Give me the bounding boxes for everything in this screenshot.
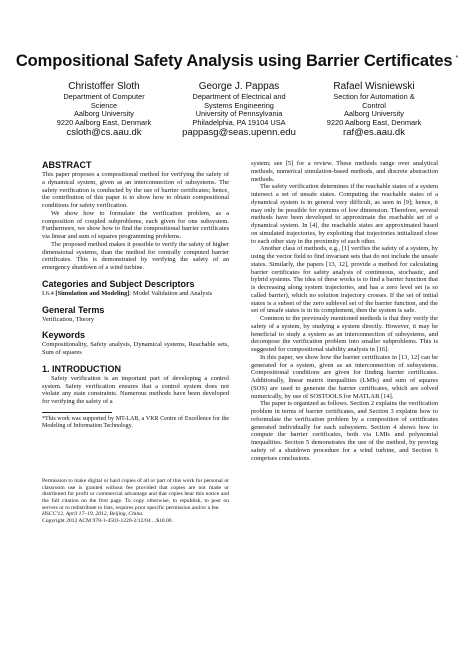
author-affiliation-line: Control [362,100,386,110]
general-terms-heading: General Terms [42,304,105,315]
left-column [42,160,229,524]
author-affiliation-line: Systems Engineering [204,100,274,110]
abstract-heading: ABSTRACT [42,160,92,170]
author-email: pappasg@seas.upenn.edu [182,127,296,138]
funding-footnote: *This work was supported by MT-LAB, a VKR Centre of Excellence for the Modeling of Information Technology. [42,415,229,429]
author-affiliation-line: Aalborg University [344,109,404,118]
keywords-text: Compositionality, Safety analysis, Dynamical systems, Reachable sets, Sum of squares [42,341,229,356]
keywords-heading: Keywords [42,330,86,341]
category-code: I.6.4 [42,289,54,297]
copyright-notice: Copyright 2012 ACM 978-1-4503-1220-2/12/04 ...$10.00. [42,517,173,524]
author-1 [44,81,164,139]
author-affiliation-line: Philadelphia, PA 19104 USA [192,117,286,127]
author-affiliation-line: Department of Electrical and [192,92,286,101]
author-email: raf@es.aau.dk [343,127,405,138]
conference-info: HSCC'12, April 17–19, 2012, Beijing, China. [42,511,144,518]
paper-title-text: Compositional Safety Analysis using Barrier Certificates [15,52,453,70]
abstract-paragraph: We show how to formulate the verification problem, as a composition of coupled subproblems, each given for one subsystem. Furthermore, we show how to find the compositional barrier certificates via linear and sum of squares programming problems. [42,209,229,240]
body-paragraph: In this paper, we show how the barrier certificates in [13, 12] can be generated for a system, given as an interconnection of subsystems. Compositional conditions are given for finding barrier certificates. Additionally, linear matrix inequalities (LMIs) and sum of squares (SOS) are used to generate the barrier certificates, which are solved numerically, by use of SOSTOOLS for MATLAB [14]. [251,353,438,400]
categories-text [42,290,229,298]
body-paragraph: The paper is organized as follows. Section 2 explains the verification problem in terms of barrier certificates, and Section 3 explains how to reformulate the verification problem by a composition of certificates generated individually for each subsystem. Section 4 shows how to compute the barrier certificates, both via LMIs and polynomial inequalities. Section 5 demonstrates the use of the method, by proving safety of a shutdown procedure for a wind turbine, and Section 6 comprises conclusions. [251,400,438,462]
general-terms-text: Verification, Theory [42,315,95,323]
right-column [251,160,438,462]
abstract-paragraph: The proposed method makes it possible to verify the safety of higher dimensional systems, than the method for centrally computed barrier certificates. This is demonstrated by verifying the safety of an emergency shutdown of a wind turbine. [42,240,229,271]
author-affiliation-line: Department of Computer [63,92,145,101]
categories-heading: Categories and Subject Descriptors [42,278,195,289]
introduction-heading: 1. INTRODUCTION [42,363,122,374]
author-affiliation-line: University of Pennsylvania [195,109,283,118]
paper-title [0,52,474,71]
title-footnote-mark: * [455,54,459,62]
abstract-paragraph: This paper proposes a compositional method for verifying the safety of a dynamical system, given as an interconnection of subsystems. The safety verification is conducted by the use of barrier certificates; hence, the contribution of this paper is to show how to obtain compositional conditions for safety verification. [42,171,229,209]
author-block [44,81,434,151]
body-paragraph: Common to the previously mentioned methods is that they verify the safety of a system, by studying a system directly. However, it may be beneficial to study a system as an interconnection of subsystems, and decompose the verification problem into smaller subproblems. This is suggested for compositional stability analysis in [16]. [251,315,438,353]
author-email: csloth@cs.aau.dk [66,127,142,138]
author-name: Rafael Wisniewski [333,81,415,92]
category-name: [Simulation and Modeling] [55,289,130,297]
footnote-rule [42,412,112,413]
body-paragraph: Another class of methods, e.g., [1] verifies the safety of a system, by using the vector field to find invariant sets that do not include the unsafe states. Similarly, the papers [13, 12], provide a method for calculating barrier certificates for safety analysis of continuous, stochastic, and hybrid systems. The idea of these works is to find a barrier function that is decreasing along system trajectories, and has a zero level set (a so called barrier), which no solution trajectory crosses. If the set of initial states is a subset of the zero sublevel set of the barrier function, and the set of unsafe states is in its complement, then the system is safe. [251,245,438,315]
body-paragraph: The safety verification determines if the reachable states of a system intersect a set of unsafe states. Computing the reachable states of a dynamical system is in general very difficult, as seen in [9]; hence, it may only be possible for systems of low dimension. Therefore, several methods have been developed to approximate the reachable set of a dynamical system. In [4], the reachable states are approximated based on simulated trajectories, by exploiting that trajectories initialized close to each other stay in the proximity of each other. [251,183,438,245]
permission-notice: Permission to make digital or hard copies of all or part of this work for personal or classroom use is granted without fee provided that copies are not made or distributed for profit or commercial advantage and that copies bear this notice and the full citation on the first page. To copy otherwise, to republish, to post on servers or to redistribute to lists, requires prior specific permission and/or a fee. [42,478,229,511]
author-name: George J. Pappas [198,81,280,92]
author-affiliation-line: 9220 Aalborg East, Denmark [56,117,152,127]
author-affiliation-line: 9220 Aalborg East, Denmark [326,117,422,127]
author-3 [314,81,434,139]
author-2 [174,81,304,139]
author-affiliation-line: Aalborg University [74,109,134,118]
category-detail: : Model Validation and Analysis [129,289,213,297]
body-paragraph: system; see [5] for a review. These methods range over analytical methods, numerical simulation-based methods, and discrete abstraction methods. [251,160,438,183]
introduction-paragraph: Safety verification is an important part of developing a control system. Safety verification ensures that a control system does not violate any state constraints. Numerous methods have been developed for verifying the safety of a [42,374,229,405]
author-affiliation-line: Section for Automation & [333,92,415,101]
author-name: Christoffer Sloth [68,81,140,92]
author-affiliation-line: Science [90,100,118,110]
